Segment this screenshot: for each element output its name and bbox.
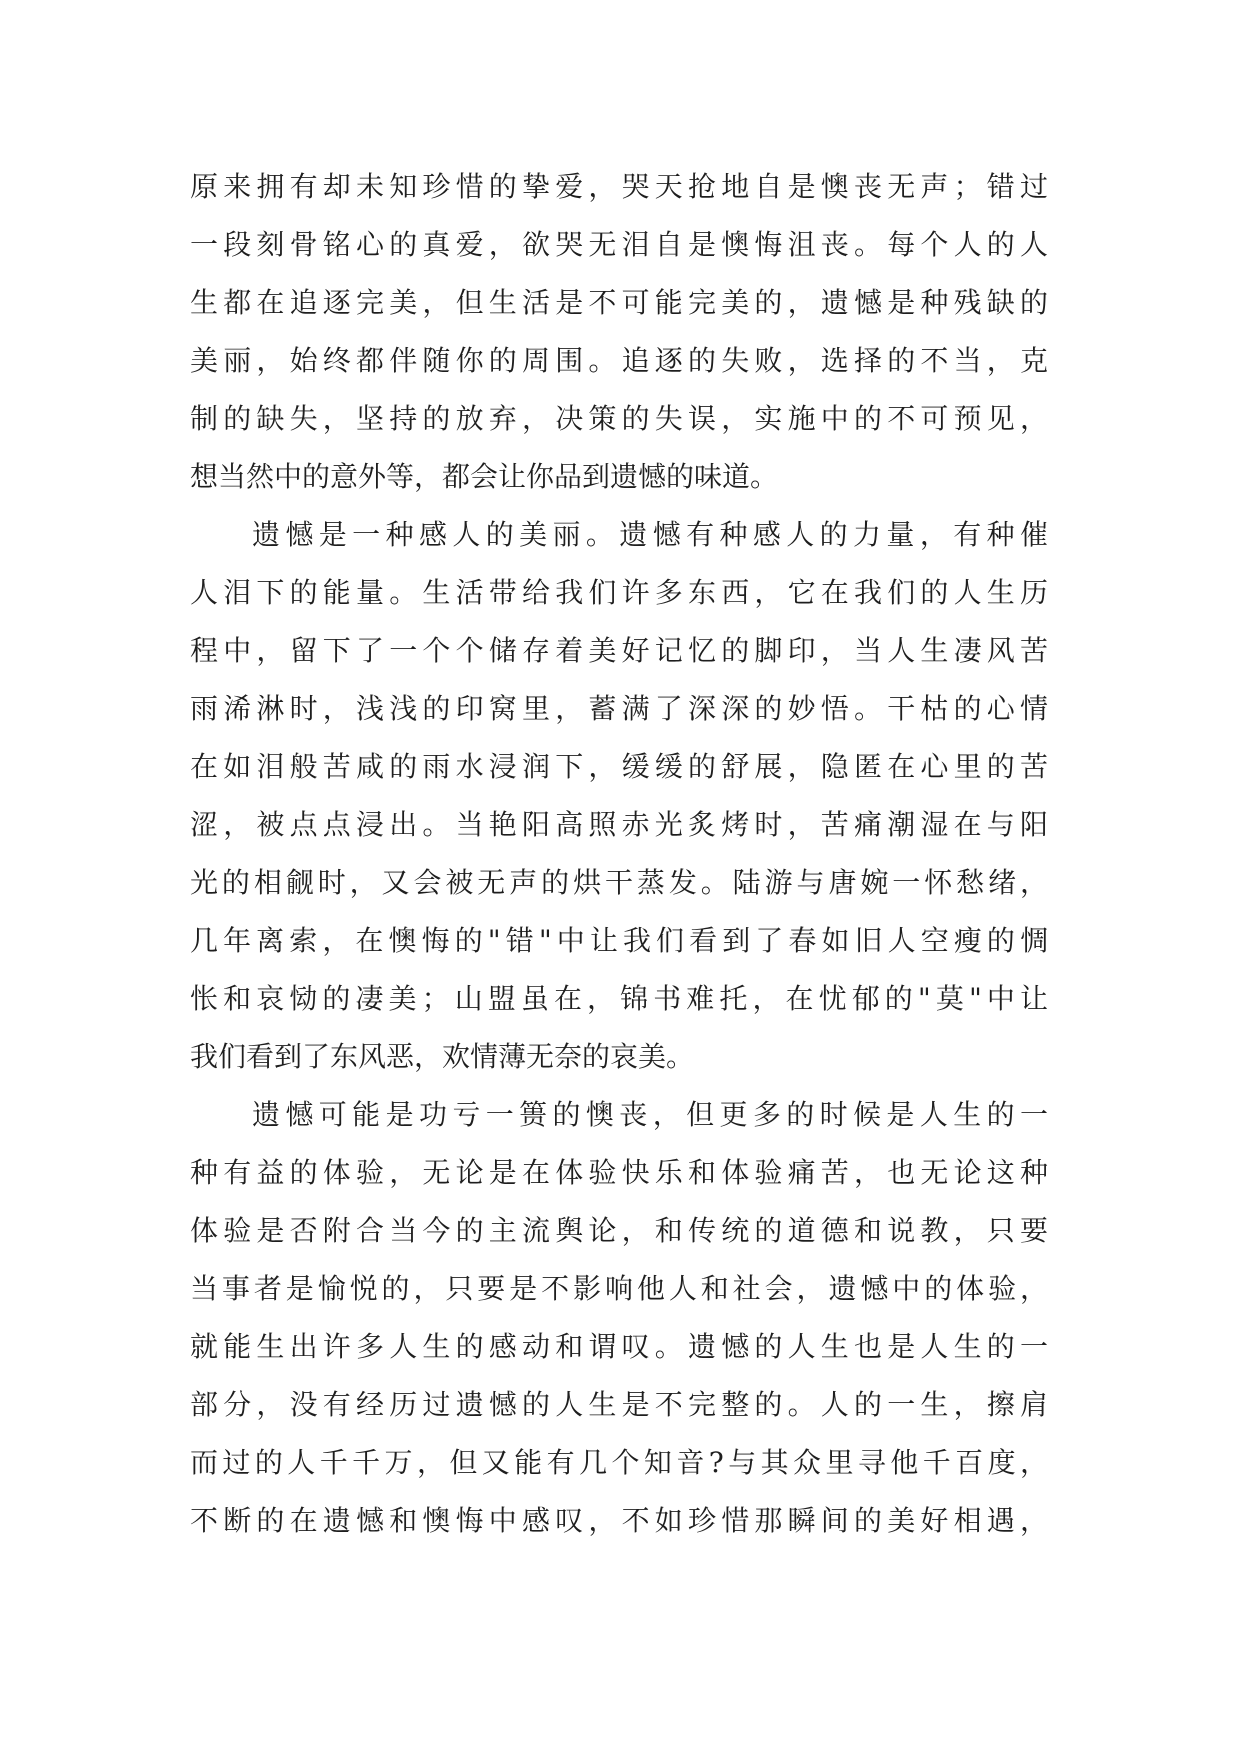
text-line: 而过的人千千万，但又能有几个知音?与其众里寻他千百度， [190,1446,1048,1479]
text-line: 在如泪般苦咸的雨水浸润下，缓缓的舒展，隐匿在心里的苦 [190,750,1048,783]
text-line: 光的相觎时，又会被无声的烘干蒸发。陆游与唐婉一怀愁绪， [190,866,1048,899]
text-line: 生都在追逐完美，但生活是不可能完美的，遗憾是种残缺的 [190,286,1048,319]
text-line: 原来拥有却未知珍惜的挚爱，哭天抢地自是懊丧无声；错过 [190,170,1048,203]
paragraph-first-line: 遗憾是一种感人的美丽。遗憾有种感人的力量，有种催 [252,518,1048,551]
paragraph-first-line: 遗憾可能是功亏一篑的懊丧，但更多的时候是人生的一 [252,1098,1048,1131]
text-line: 涩，被点点浸出。当艳阳高照赤光炙烤时，苦痛潮湿在与阳 [190,808,1048,841]
text-line: 不断的在遗憾和懊悔中感叹，不如珍惜那瞬间的美好相遇， [190,1504,1048,1537]
text-line: 雨浠淋时，浅浅的印窝里，蓄满了深深的妙悟。干枯的心情 [190,692,1048,725]
text-line: 怅和哀恸的凄美；山盟虽在，锦书难托，在忧郁的"莫"中让 [190,982,1048,1015]
text-line: 体验是否附合当今的主流舆论，和传统的道德和说教，只要 [190,1214,1048,1247]
text-line: 我们看到了东风恶，欢情薄无奈的哀美。 [190,1040,695,1073]
text-line: 部分，没有经历过遗憾的人生是不完整的。人的一生，擦肩 [190,1388,1048,1421]
text-line: 美丽，始终都伴随你的周围。追逐的失败，选择的不当，克 [190,344,1048,377]
text-line: 当事者是愉悦的，只要是不影响他人和社会，遗憾中的体验， [190,1272,1048,1305]
text-line: 就能生出许多人生的感动和谓叹。遗憾的人生也是人生的一 [190,1330,1048,1363]
text-line: 一段刻骨铭心的真爱，欲哭无泪自是懊悔沮丧。每个人的人 [190,228,1048,261]
text-line: 程中，留下了一个个储存着美好记忆的脚印，当人生凄风苦 [190,634,1048,667]
text-line: 人泪下的能量。生活带给我们许多东西，它在我们的人生历 [190,576,1048,609]
text-line: 想当然中的意外等，都会让你品到遗憾的味道。 [190,460,779,493]
text-line: 种有益的体验，无论是在体验快乐和体验痛苦，也无论这种 [190,1156,1048,1189]
text-line: 制的缺失，坚持的放弃，决策的失误，实施中的不可预见， [190,402,1048,435]
text-line: 几年离索，在懊悔的"错"中让我们看到了春如旧人空瘦的惆 [190,924,1048,957]
document-body [190,158,1048,1550]
